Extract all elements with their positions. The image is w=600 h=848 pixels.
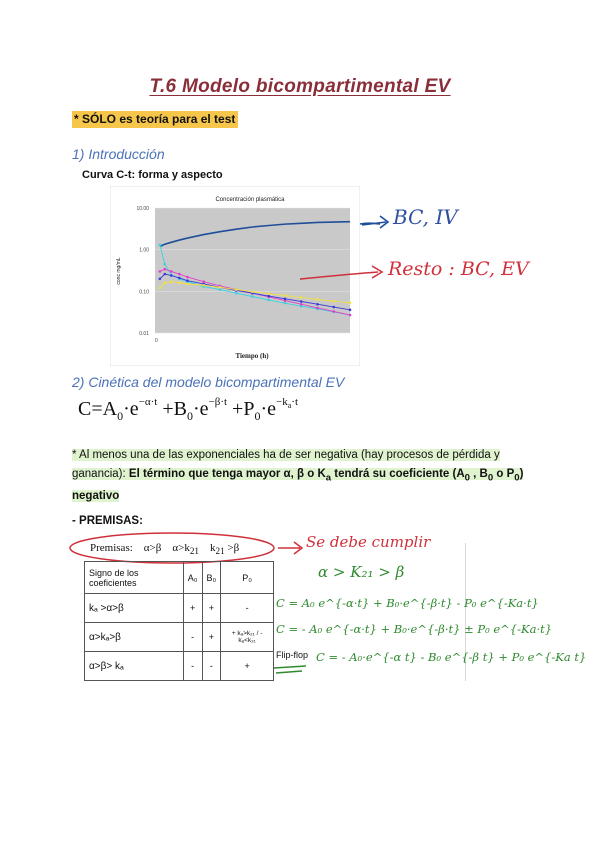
chart-point	[316, 307, 319, 310]
table-cell: -	[221, 594, 274, 623]
chart-point	[202, 280, 205, 283]
chart-y-tick-label: 1.00	[139, 247, 149, 254]
chart-point	[186, 283, 189, 286]
annotation-bc-iv: BC, IV	[393, 205, 458, 229]
handwritten-se-debe-cumplir: Se debe cumplir	[306, 533, 431, 551]
chart-point	[251, 290, 254, 293]
chart-point	[159, 270, 162, 273]
chart-point	[300, 303, 303, 306]
chart-point	[159, 287, 162, 290]
explanation-paragraph: * Al menos una de las exponenciales ha de ser negativa (hay procesos de pérdida y ganancia): El término que tenga mayor α, β o $K_a$ tendrá su coeficiente ($A_0$ , $B_0$ o $P_0$) negativo	[72, 449, 524, 503]
table-cell: -	[183, 623, 202, 652]
chart-title: Concentración plasmática	[215, 197, 285, 203]
chart-point	[235, 288, 238, 291]
chart-point	[300, 300, 303, 303]
chart-y-tick-label: 10.00	[136, 206, 149, 212]
chart-x-label: Tiempo (h)	[235, 352, 269, 360]
chart-point	[170, 270, 173, 273]
table-cell: + kₐ>k₂₁ / - kₐ<k₂₁	[221, 623, 274, 652]
table-row	[85, 623, 274, 652]
section-heading-introduccion: 1) Introducción	[72, 146, 165, 162]
chart-point	[178, 273, 181, 276]
table-header-cell: Signo de los coeficientes	[85, 562, 184, 594]
handwritten-formula-1: C = A₀ e^{-α·t} + B₀·e^{-β·t} - P₀ e^{-Ka·t}	[276, 596, 539, 610]
chart-point	[332, 306, 335, 309]
chart-point	[163, 268, 166, 271]
chart-point	[170, 274, 173, 277]
handwritten-condition: α > K₂₁ > β	[318, 563, 405, 581]
chart-point	[163, 263, 166, 266]
chart-point	[186, 276, 189, 279]
chart-point	[267, 299, 270, 302]
chart-point	[170, 280, 173, 283]
chart-point	[332, 310, 335, 313]
chart-point	[284, 302, 287, 305]
chart-point	[332, 300, 335, 303]
test-note: * SÓLO es teoría para el test	[72, 111, 238, 128]
section-subheading: Curva C-t: forma y aspecto	[82, 169, 223, 181]
section-heading-cinetica: 2) Cinética del modelo bicompartimental EV	[72, 374, 345, 390]
chart-point	[163, 282, 166, 285]
premisas-header: Premisas: α>β $\alpha>k_{21}$ $k_{21} >\beta$	[90, 542, 240, 557]
chart-point	[284, 294, 287, 297]
chart-point	[178, 282, 181, 285]
table-header-cell: P₀	[221, 562, 274, 594]
chart-point	[349, 314, 352, 317]
chart-point	[251, 295, 254, 298]
table-cell: α>β> kₐ	[85, 652, 184, 681]
signs-table	[84, 561, 274, 681]
flip-flop-underline	[272, 660, 312, 676]
table-header-cell: B₀	[202, 562, 221, 594]
chart-y-label: conc mg/mL	[116, 257, 122, 285]
chart-y-tick-label: 0.01	[139, 331, 149, 337]
chart-point	[235, 292, 238, 295]
chart-point	[267, 292, 270, 295]
kinetic-formula: $C=A_0\cdot e^{-\alpha\cdot t} +B_0\cdot e^{-\beta\cdot t} +P_0\cdot e^{-k_a\cdot t}$	[78, 396, 299, 423]
chart-point	[202, 284, 205, 287]
chart-point	[349, 309, 352, 312]
table-cell: +	[183, 594, 202, 623]
premisas-label: - PREMISAS:	[72, 515, 143, 527]
chart-point	[349, 302, 352, 305]
table-row	[85, 652, 274, 681]
table-row	[85, 562, 274, 594]
chart-point	[159, 277, 162, 280]
table-cell: +	[202, 594, 221, 623]
handwritten-formula-3: C = - A₀·e^{-α t} - B₀ e^{-β t} + P₀ e^{-Ka t}	[316, 650, 587, 664]
chart-point	[316, 303, 319, 306]
table-cell: α>kₐ>β	[85, 623, 184, 652]
chart-y-tick-label: 0.10	[139, 289, 149, 296]
table-header-cell: A₀	[183, 562, 202, 594]
table-row	[85, 594, 274, 623]
annotation-resto: Resto : BC, EV	[388, 258, 529, 280]
chart-point	[284, 298, 287, 301]
chart-point	[159, 244, 162, 247]
page-title: T.6 Modelo bicompartimental EV	[149, 76, 451, 97]
chart-point	[178, 277, 181, 280]
table-cell: +	[221, 652, 274, 681]
table-cell: kₐ >α>β	[85, 594, 184, 623]
chart-x-origin-label: 0	[155, 338, 158, 344]
flip-flop-label: Flip-flop	[276, 650, 309, 660]
chart-point	[219, 286, 222, 289]
chart-point	[163, 273, 166, 276]
handwritten-formula-2: C = - A₀ e^{-α·t} + B₀·e^{-β·t} ± P₀ e^{-Ka·t}	[276, 622, 553, 636]
table-cell: -	[202, 652, 221, 681]
table-cell: +	[202, 623, 221, 652]
chart-point	[219, 288, 222, 291]
arrow-to-condition	[276, 538, 306, 558]
chart-point	[267, 295, 270, 298]
table-cell: -	[183, 652, 202, 681]
chart-point	[186, 279, 189, 282]
